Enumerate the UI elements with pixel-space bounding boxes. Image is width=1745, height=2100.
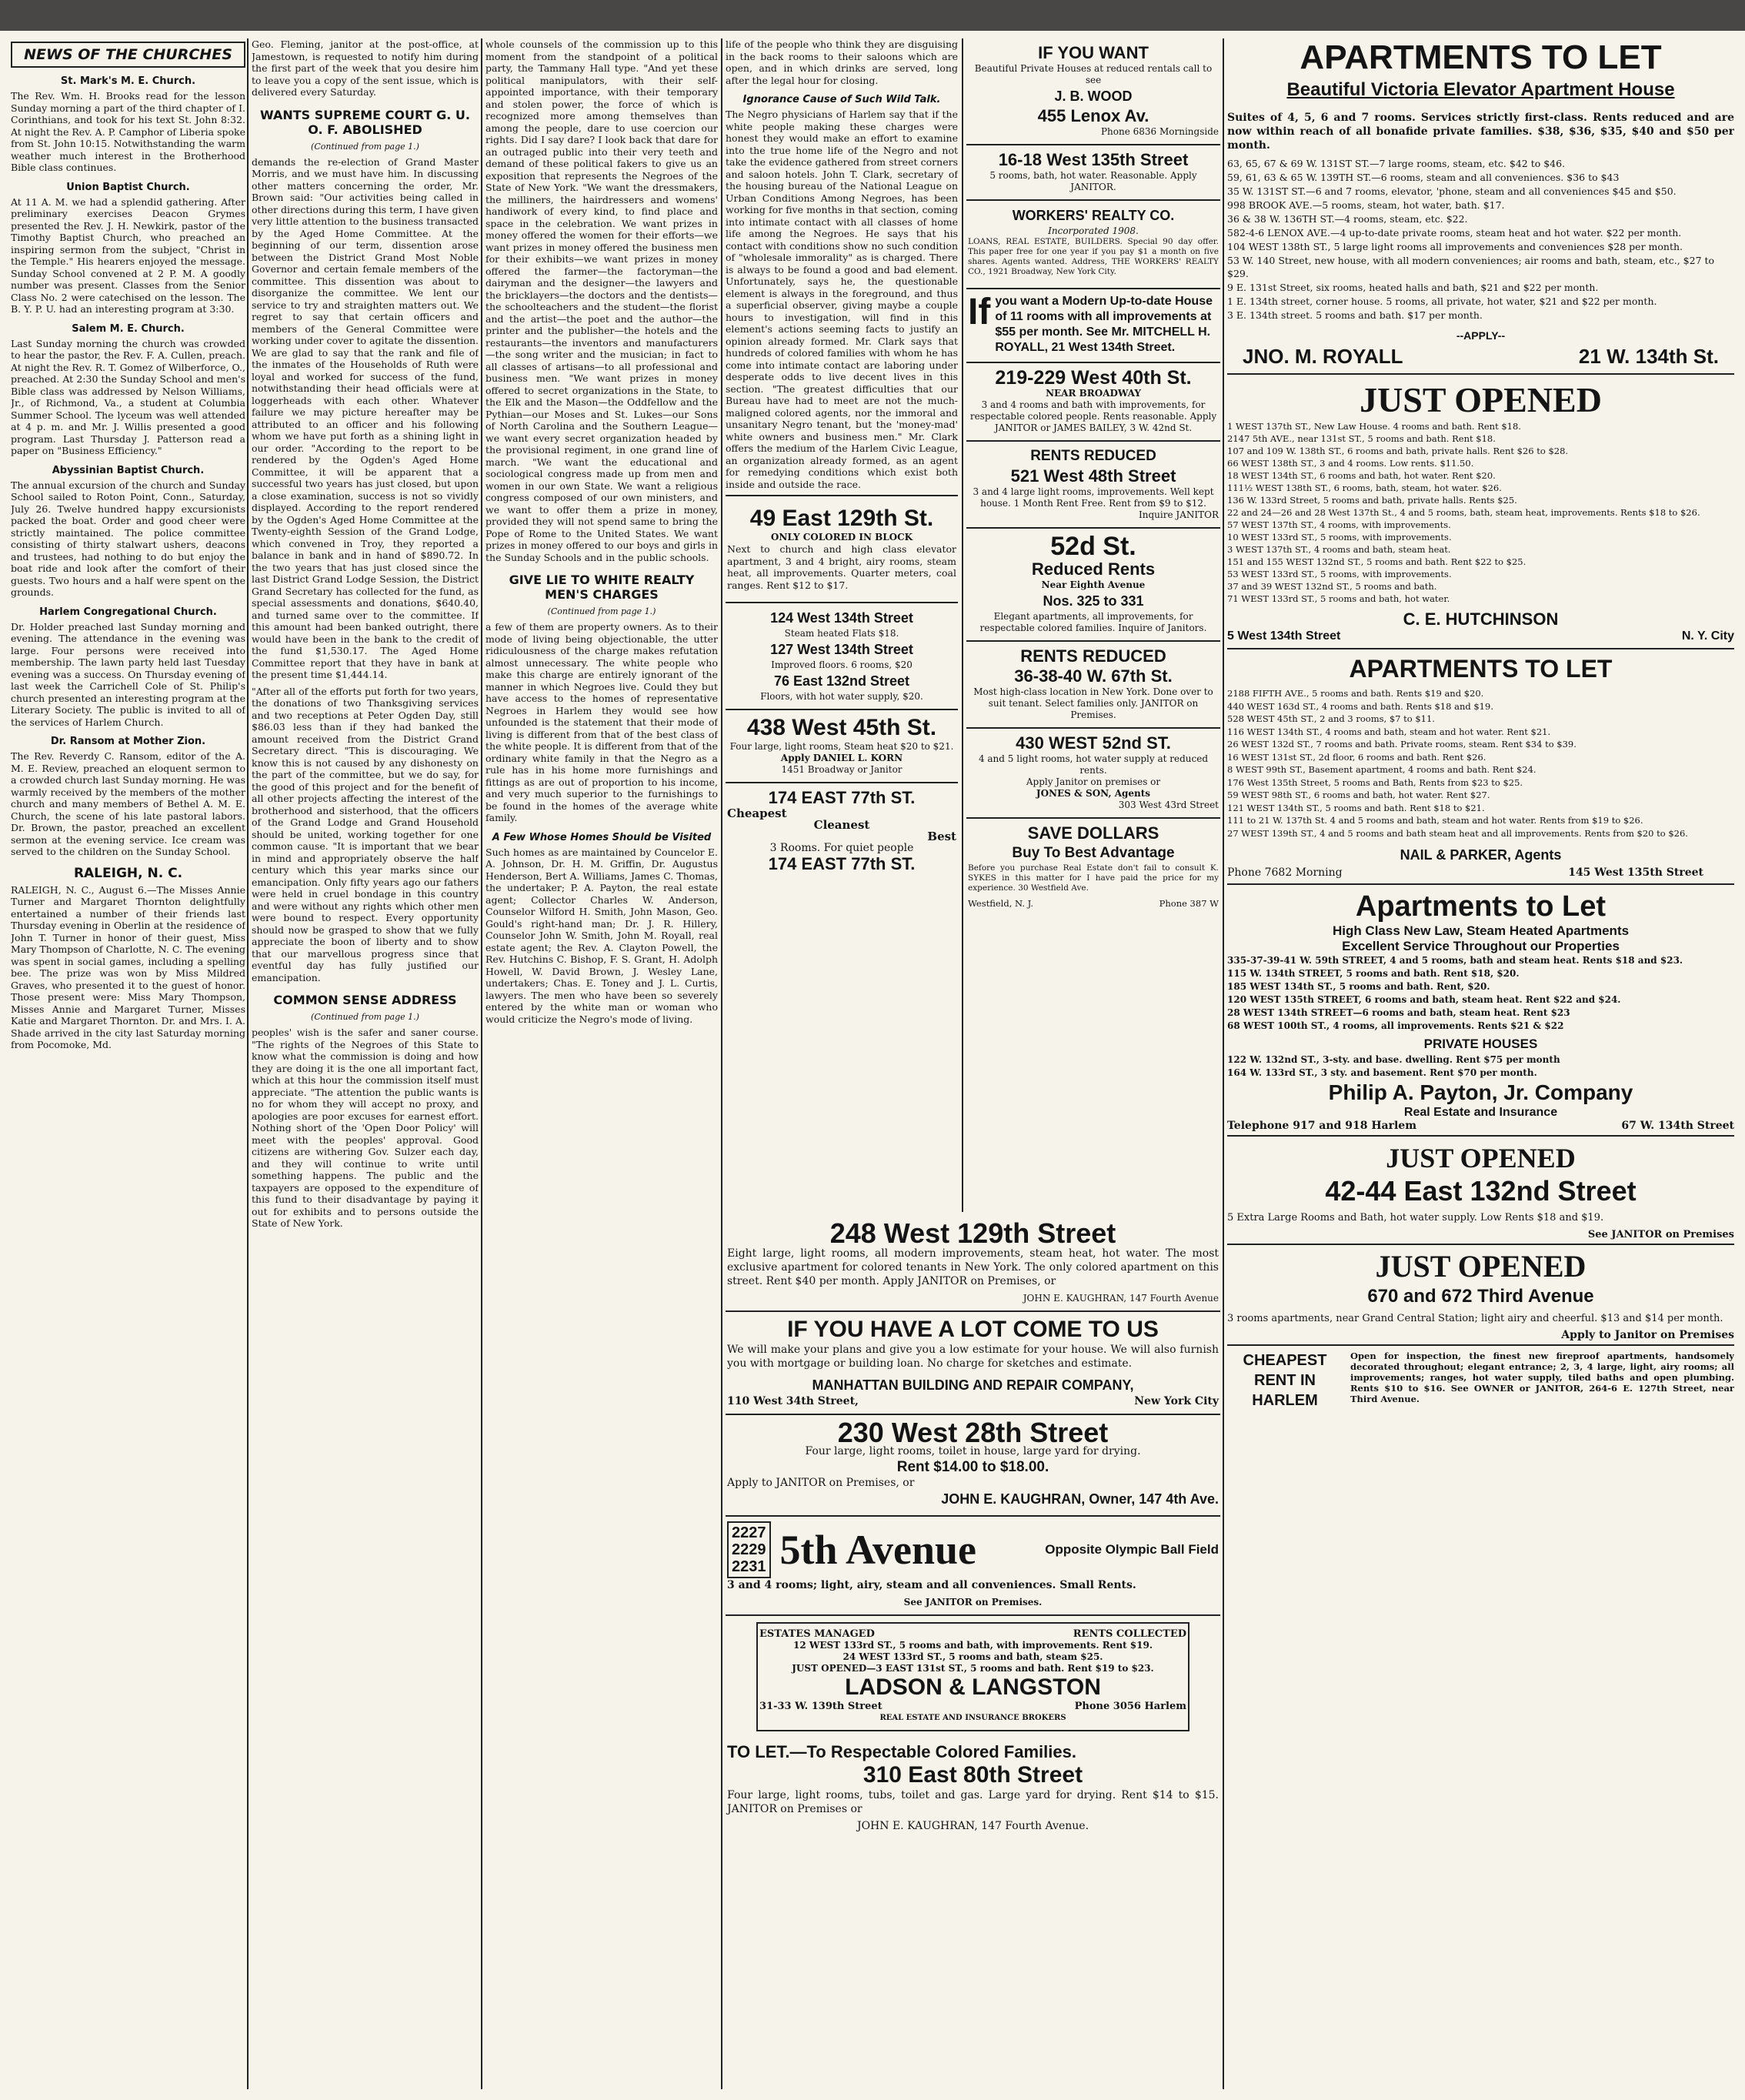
agent-address: 145 West 135th Street (1568, 866, 1703, 879)
listing-item: 27 WEST 139th ST., 4 and 5 rooms and bath steam heat and all improvements. Rents from $20 to $26. (1227, 827, 1688, 839)
listing-item: 111 to 21 W. 137th St. 4 and 5 rooms and bath, steam and hot water. Rents from $19 to $26. (1227, 815, 1643, 826)
ad-address: 36-38-40 W. 67th St. (1014, 666, 1173, 686)
ad-subtitle: Opposite Olympic Ball Field (1045, 1542, 1219, 1557)
ad-company: MANHATTAN BUILDING AND REPAIR COMPANY, (812, 1377, 1134, 1393)
ad-text: Nos. 325 to 331 (1043, 593, 1144, 609)
ad-text: Apply Janitor on premises or (1026, 776, 1161, 787)
ad-text: Four large, light rooms, Steam heat $20 to $21. (729, 741, 954, 752)
ad-title: SAVE DOLLARS (1027, 823, 1159, 843)
column-rule (481, 38, 482, 2089)
ad-text: Near Eighth Avenue (1041, 579, 1146, 590)
ad-numbers (727, 1521, 771, 1578)
ad-title: RENTS REDUCED (1020, 646, 1166, 666)
ad-text: 3 and 4 large light rooms, improvements. Well kept house. 1 Month Rent Free. Rent from $9 to $12. (973, 486, 1214, 509)
ad-title: IF YOU WANT (1038, 43, 1149, 62)
article-subhead: A Few Whose Homes Should be Visited (492, 831, 712, 843)
ad-listing: 12 WEST 133rd ST., 5 rooms and bath, with improvements. Rent $19. (792, 1640, 1153, 1651)
ad-label: ESTATES MANAGED (759, 1628, 875, 1640)
just-opened-contact: Apply to Janitor on Premises (1227, 1329, 1734, 1346)
ad-text: you want a Modern Up-to-date House of 11 rooms with all improvements at $55 per month. See Mr. MITCHELL H. ROYALL, 21 West 134th Street. (995, 295, 1213, 354)
divider (1227, 373, 1734, 375)
ad-438-west-45th (726, 710, 958, 783)
top-margin-strip (0, 0, 1745, 37)
article-body: The Negro physicians of Harlem say that if the white people making these charges were honest they would make an effort to examine into the true home life of the Negro and not take the evidence gathered from street corners and saloon hotels. John T. Clark, secretary of the housing bureau of the National League on Urban Conditions Among Negroes, has been working for five months in that section, coming into intimate contact with all classes of home life among the Negroes. He says that his contact with conditions show no such condition of "wholesale immorality" as is charged. There is always to be found a good and bad element. Unfortunately, says he, the questionable element is always in the foreground, and thus a superficial observer, giving maybe a couple hours to investigation, will find in this element's actions seeming facts to justify an opinion already formed. Mr. Clark says that hundreds of colored families with whom he has come into intimate contact are laboring under desperate odds to live decent lives in this section. "The greatest difficulties that our Bureau have had to meet are not the much-maligned colored agents, nor the immoral and unsanitary Negro tenant, but the 'money-mad' white owners and business men." Mr. Clark offers the medium of the Harlem Civic League, an organization already formed, as an agent for remedying conditions which exist both inside and outside the race. (726, 109, 958, 490)
ad-save-dollars (966, 819, 1220, 915)
listing-item: 53 WEST 133rd ST., 5 rooms, with improvements. (1227, 569, 1452, 579)
listing-item: 59, 61, 63 & 65 W. 139TH ST.—6 rooms, steam and all conveniences. $36 to $43 (1227, 172, 1620, 183)
ad-contact: See JANITOR on Premises. (903, 1597, 1043, 1608)
listing-item: 66 WEST 138th ST., 3 and 4 rooms. Low rents. $11.50. (1227, 458, 1474, 469)
church-text: At 11 A. M. we had a splendid gathering. After preliminary exercises Deacon Grymes presented the Rev. J. H. Newkirk, pastor of the Timothy Baptist Church, who preached an inspiring sermon from the subject, "Christ in the Temple." His hearers enjoyed the message. Sunday School convened at 2 P. M. A goodly number was present. Classes from the Senior Class No. 2 were catechised on the lesson. The B. Y. P. U. had an interesting program at 3:30. (11, 195, 245, 315)
cheapest-text: Open for inspection, the finest new fireproof apartments, handsomely decorated throughout; elegant entrance; 2, 3, 4 large, light, airy rooms; all improvements; ranges, hot water supply, tiled baths and open plumbing. Rents $10 to $16. See OWNER or JANITOR, 264-6 E. 127th Street, near Third Avenue. (1350, 1350, 1734, 1404)
ad-text: We will make your plans and give you a low estimate for your house. We will also furnish you with mortgage or building loan. No charge for sketches and estimate. (727, 1344, 1219, 1370)
ad-text: LOANS, REAL ESTATE, BUILDERS. Special 90 day offer. This paper free for one year if you pay $1 a month on five shares. Agents wanted. Address, THE WORKERS' REALTY CO., 1921 Broadway, New York City. (968, 237, 1219, 276)
column-rule (962, 38, 963, 1212)
article-body: a few of them are property owners. As to their mode of living being objectionable, the utter ridiculousness of the charge makes refutation almost unnecessary. The white people who make this charge are entirely ignorant of the manner in which Negroes live. Could they but have access to the homes of representative Negroes in Harlem they would see how unfounded is the statement that their mode of living is different from that of the best class of the white people. It is different from that of the ordinary white family in that the Negro as a rule has in his home more furnishings and fittings as are out of proportion to his income, and very much superior to the furnishings to be found in the homes of the average white family. (485, 621, 718, 823)
ad-title: 219-229 West 40th St. (995, 367, 1192, 389)
column-rental-ads (966, 38, 1220, 1212)
ad-521-west-48th (966, 442, 1220, 529)
ad-text: Elegant apartments, all improvements, for respectable colored families. Inquire of Janitors. (979, 611, 1207, 633)
apartments-title: APARTMENTS TO LET (1349, 655, 1613, 683)
ad-title: 174 EAST 77th ST. (768, 854, 916, 873)
church-heading: Union Baptist Church. (66, 181, 190, 193)
listing-item: 16 WEST 131st ST., 2d floor, 6 rooms and bath. Rent $26. (1227, 751, 1486, 763)
ad-134th-street (726, 603, 958, 710)
listing-list (1227, 157, 1734, 322)
ad-174-east-77th (726, 783, 958, 880)
ad-ladson-langston (756, 1622, 1189, 1731)
ad-footer (727, 1395, 1219, 1407)
church-heading: Salem M. E. Church. (72, 322, 185, 335)
ad-text: 3 Rooms. For quiet people (769, 842, 914, 854)
ad-text: Improved floors. 6 rooms, $20 (771, 659, 913, 670)
ad-address: 455 Lenox Av. (1037, 106, 1149, 125)
just-opened-title: JUST OPENED (1386, 1143, 1576, 1174)
agent-phone: Phone 7682 Morning (1227, 866, 1343, 879)
ad-label: RENTS COLLECTED (1073, 1628, 1186, 1640)
church-heading: St. Mark's M. E. Church. (60, 75, 196, 87)
ad-listing: 24 WEST 133rd ST., 5 rooms and bath, steam $25. (842, 1651, 1103, 1662)
ad-title: 76 East 132nd Street (773, 673, 910, 689)
ad-title: 430 WEST 52nd ST. (1016, 733, 1171, 753)
agent-name: C. E. HUTCHINSON (1403, 609, 1559, 629)
payton-tagline: Real Estate and Insurance (1403, 1106, 1558, 1119)
listing-item: 26 WEST 132d ST., 7 rooms and bath. Private rooms, steam. Rent $34 to $39. (1227, 739, 1577, 750)
listing-item: 68 WEST 100th ST., 4 rooms, all improvements. Rents $21 & $22 (1227, 1020, 1564, 1031)
cheapest-rent-ad (1227, 1350, 1734, 1411)
ad-subtitle: Incorporated 1908. (1048, 225, 1139, 236)
apartments-subtitle: Beautiful Victoria Elevator Apartment House (1286, 79, 1675, 100)
ad-text: Steam heated Flats $18. (784, 628, 899, 639)
listing-item: 440 WEST 163d ST., 4 rooms and bath. Rents $18 and $19. (1227, 700, 1493, 712)
ad-title: 248 West 129th Street (829, 1217, 1116, 1249)
church-item (11, 182, 245, 316)
apartments-intro: Suites of 4, 5, 6 and 7 rooms. Services strictly first-class. Rents reduced and are now within reach of all bonafide private families. $38, $36, $35, $40 and $50 per month. (1227, 112, 1734, 152)
church-item (11, 75, 245, 174)
ad-number: 2229 (732, 1541, 766, 1558)
listing-item: 22 and 24—26 and 28 West 137th St., 4 and 5 rooms, bath, steam heat, improvements. Rents $18 to $26. (1227, 507, 1700, 518)
listing-item: 111½ WEST 138th ST., 6 rooms, bath, steam, hot water. $26. (1227, 482, 1502, 493)
listing-item: 57 WEST 137th ST., 4 rooms, with improvements. (1227, 519, 1451, 530)
continued-note: (Continued from page 1.) (311, 141, 419, 152)
ad-city: New York City (1134, 1395, 1219, 1407)
listing-item: 8 WEST 99th ST., Basement apartment, 4 rooms and bath. Rent $24. (1227, 764, 1536, 775)
agent-city: N. Y. City (1681, 629, 1734, 643)
payton-address: 67 W. 134th Street (1621, 1120, 1734, 1132)
apartments-title: Apartments to Let (1355, 890, 1607, 923)
church-text: The Rev. Wm. H. Brooks read for the lesson Sunday morning a part of the third chapter of I. Corinthians, and took for his text St. John 8:32. At night the Rev. A. P. Camphor of Liberia spoke from St. John 10:15. Notwithstanding the warm weather much interest in the Brotherhood Bible class continues. (11, 90, 245, 173)
column-rule (721, 38, 722, 2089)
ad-text: Beautiful Private Houses at reduced rentals call to see (974, 63, 1213, 85)
ad-subtitle: Buy To Best Advantage (1012, 845, 1175, 861)
listing-item: 164 W. 133rd ST., 3 sty. and basement. Rent $70 per month. (1227, 1067, 1537, 1078)
listing-item: 18 WEST 134th ST., 6 rooms and bath, hot water. Rent $20. (1227, 470, 1496, 481)
column-harlem-article (726, 38, 958, 1212)
listing-item: 120 WEST 135th STREET, 6 rooms and bath, steam heat. Rent $22 and $24. (1227, 994, 1621, 1005)
listing-list (1227, 688, 1734, 840)
ad-219-229-west-40th (966, 363, 1220, 442)
listing-list (1227, 1053, 1734, 1079)
cheapest-line: HARLEM (1252, 1392, 1318, 1409)
just-opened-title: JUST OPENED (1375, 1248, 1587, 1284)
notice-text: Geo. Fleming, janitor at the post-office, at Jamestown, is requested to notify him during the first part of the week that you desire him to leave you a copy of the sent issue, which is delivered every Saturday. (252, 38, 479, 98)
ad-text: Four large, light rooms, tubs, toilet and gas. Large yard for drying. Rent $14 to $15. JANITOR on Premises or (727, 1789, 1219, 1815)
ad-subtitle: NEAR BROADWAY (1046, 388, 1141, 399)
ad-listing: JUST OPENED—3 EAST 131st ST., 5 rooms and bath. Rent $19 to $23. (792, 1663, 1154, 1674)
listing-item: 115 W. 134th STREET, 5 rooms and bath. Rent $18, $20. (1227, 968, 1520, 979)
listing-item: 104 WEST 138th ST., 5 large light rooms all improvements and conveniences $28 per month. (1227, 241, 1683, 252)
listing-item: 35 W. 131ST ST.—6 and 7 rooms, elevator, 'phone, steam and all conveniences $45 and $50. (1227, 185, 1677, 197)
ad-text: Cheapest (727, 806, 787, 820)
ad-text: 3 and 4 rooms; light, airy, steam and all conveniences. Small Rents. (727, 1579, 1136, 1591)
church-item (11, 323, 245, 457)
listing-list (1227, 421, 1734, 605)
ad-number: 2231 (732, 1558, 766, 1575)
listing-item: 528 WEST 45th ST., 2 and 3 rooms, $7 to $11. (1227, 713, 1435, 724)
ad-price: Rent $14.00 to $18.00. (896, 1459, 1049, 1475)
continued-note: (Continued from page 1.) (311, 1012, 419, 1022)
ad-title: 438 West 45th St. (746, 715, 937, 740)
agent-address-row (1227, 629, 1734, 643)
listing-list (1227, 954, 1734, 1032)
ad-text: Best (927, 830, 956, 843)
listing-item: 176 West 135th Street, 5 rooms and Bath, Rents from $23 to $25. (1227, 776, 1523, 788)
ad-title: TO LET.—To Respectable Colored Families. (727, 1742, 1076, 1761)
listing-item: 2188 FIFTH AVE., 5 rooms and bath. Rents $19 and $20. (1227, 688, 1484, 699)
article-subhead: Ignorance Cause of Such Wild Talk. (742, 94, 941, 105)
listing-item: 122 W. 132nd ST., 3-sty. and base. dwelling. Rent $75 per month (1227, 1054, 1560, 1065)
wide-ads-block (726, 1216, 1220, 1838)
ad-workers-realty (966, 201, 1220, 289)
listing-item: 116 WEST 134th ST., 4 rooms and bath, steam and hot water. Rent $21. (1227, 726, 1551, 737)
column-apartments (1227, 38, 1734, 2089)
column-rule (1223, 38, 1224, 2089)
ad-tagline: REAL ESTATE AND INSURANCE BROKERS (879, 1714, 1066, 1722)
ad-text: Cleanest (813, 818, 870, 832)
ad-jb-wood (966, 38, 1220, 145)
listing-item: 28 WEST 134th STREET—6 rooms and bath, steam heat. Rent $23 (1227, 1007, 1570, 1018)
ad-310-east-80th (726, 1738, 1220, 1838)
ad-36-38-40-west-67th (966, 642, 1220, 729)
agent-address: 21 W. 134th St. (1578, 345, 1719, 368)
ad-address: 310 East 80th Street (862, 1762, 1083, 1788)
ad-contact: JOHN E. KAUGHRAN, 147 Fourth Avenue (1023, 1293, 1219, 1304)
ad-footer (968, 898, 1219, 909)
church-item (11, 866, 245, 1051)
ad-title: RENTS REDUCED (1030, 448, 1156, 464)
church-text: The Rev. Reverdy C. Ransom, editor of the A. M. E. Review, preached an eloquent sermon to a crowded church last Sunday morning. He was warmly received by the members of the mother church and many members of Bethel A. M. E. Church, the scene of his late pastoral labors. Dr. Brown, the pastor, preached an excellent sermon at the evening service. Ice cream was served to the children on the Sunday School. (11, 750, 245, 857)
listing-item: 10 WEST 133rd ST., 5 rooms, with improvements. (1227, 532, 1452, 543)
ad-text: Next to church and high class elevator apartment, 3 and 4 bright, airy rooms, steam heat, all improvements. Quarter meters, coal ranges. Rent $12 to $17. (727, 543, 956, 591)
listing-item: 998 BROOK AVE.—5 rooms, steam, hot water, bath. $17. (1227, 199, 1505, 211)
agent-name: JNO. M. ROYALL (1243, 345, 1403, 368)
agent-address: 5 West 134th Street (1227, 629, 1341, 643)
agent-royall (1227, 345, 1734, 369)
ad-248-west-129th (726, 1216, 1220, 1312)
ad-initial: If (968, 292, 991, 332)
listing-item: 151 and 155 WEST 132nd ST., 5 rooms and bath. Rent $22 to $25. (1227, 556, 1526, 567)
ad-footer (759, 1701, 1186, 1712)
article-headline: COMMON SENSE ADDRESS (273, 993, 457, 1007)
ad-text: Floors, with hot water supply, $20. (760, 691, 923, 702)
just-opened-text: 5 Extra Large Rooms and Bath, hot water supply. Low Rents $18 and $19. (1227, 1212, 1604, 1224)
ad-subtitle: Reduced Rents (1031, 559, 1156, 579)
ad-fifth-avenue (726, 1517, 1220, 1616)
ad-header (759, 1628, 1186, 1640)
ad-address: 1451 Broadway or Janitor (781, 764, 903, 775)
newspaper-page (11, 38, 1734, 2089)
listing-item: 185 WEST 134th ST., 5 rooms and bath. Rent, $20. (1227, 981, 1490, 992)
ad-subtitle: ONLY COLORED IN BLOCK (770, 532, 913, 543)
payton-phone: Telephone 917 and 918 Harlem (1227, 1120, 1417, 1132)
listing-item: 59 WEST 98th ST., 6 rooms and bath, hot water. Rent $27. (1227, 790, 1490, 800)
listing-item: 582-4-6 LENOX AVE.—4 up-to-date private rooms, steam heat and hot water. $22 per month. (1227, 227, 1682, 239)
ad-contact: Inquire JANITOR (1139, 509, 1219, 520)
ad-title: 127 West 134th Street (770, 642, 913, 657)
church-item (11, 465, 245, 599)
article-headline: GIVE LIE TO WHITE REALTY MEN'S CHARGES (509, 573, 695, 602)
listing-item: 9 E. 131st Street, six rooms, heated halls and bath, $21 and $22 per month. (1227, 282, 1599, 293)
divider (1227, 883, 1734, 885)
listing-item: 71 WEST 133rd ST., 5 rooms and bath, hot water. (1227, 593, 1450, 604)
listing-item: 3 WEST 137th ST., 4 rooms and bath, steam heat. (1227, 544, 1451, 555)
ad-text: Eight large, light rooms, all modern improvements, steam heat, hot water. The most exclusive apartment for colored tenants in New York. The only colored apartment on this street. Rent $40 per month. Apply JANITOR on Premises, or (727, 1247, 1219, 1287)
article-body: life of the people who think they are disguising in the back rooms to their saloons which are open, and in which drinks are served, long after the legal hour for closing. (726, 38, 958, 86)
ad-address: 110 West 34th Street, (727, 1395, 859, 1407)
listing-item: 1 E. 134th street, corner house. 5 rooms, all private, hot water, $21 and $22 per month. (1227, 295, 1657, 307)
apartments-title: APARTMENTS TO LET (1300, 38, 1662, 76)
ad-manhattan-building (726, 1312, 1220, 1415)
article-body: demands the re-election of Grand Master Morris, and we must have him. In discussing other matters concerning the order, Mr. Brown said: "Our activities being called in other directions during this term, I have given very little attention to the business transacted by the Aged Home Committee. At the beginning of our term, dissention arose between the District Grand Most Noble Governor and certain female members of the committee. This dissention was about to disorganize the committee. We lent our service to try and straighten matters out. We regret to say that certain officers and members of the General Committee were working under cover to agitate the dissention. We are glad to say that the rank and file of the inmates of the Households of Ruth were loyal and worked for success of the fund, notwithstanding their head officials were at loggerheads with each other. Whatever failure we may picture hereafter may be attributed to an officer and his following whom we have put forth as a shining light in our order. "According to the report to be rendered by the Ogden's Aged Home Committee, it will be apparent that a successful two years has just closed, but upon a close examination, success is not so vividly displayed. According to the report rendered by the Ogden's Aged Home Committee at the Twenty-eighth Session of the Grand Lodge, which convened in Troy, they reported a balance in bank and in hand of $890.72. In the two years that has just closed since the last District Grand Lodge Session, the District Grand Secretary has collected for the fund, as special assessments and donations, $640.40, and turned same over to the committee. If this amount had been banked outright, there would have been in the bank to the credit of the fund $1,530.17. The Aged Home Committee report that they have in bank at the present time $1,444.14. (252, 155, 479, 680)
ad-430-west-52nd (966, 729, 1220, 819)
just-opened-address: 42-44 East 132nd Street (1325, 1175, 1637, 1207)
ad-text: 4 and 5 light rooms, hot water supply at reduced rents. (978, 753, 1209, 776)
ad-contact: J. B. WOOD (1054, 88, 1133, 104)
church-text: Last Sunday morning the church was crowded to hear the pastor, the Rev. F. A. Cullen, preach. At night the Rev. R. T. Gomez of Wilberforce, O., preached. At 2:30 the Sunday School and men's Bible class was addressed by Nelson Williams, Jr., of Richmond, Va., a student at Columbia Summer School. The lyceum was well attended at 4 p. m. and Mr. J. Willis presented a good program. Last Thursday J. Patterson read a paper on "Business Efficiency." (11, 337, 245, 456)
divider (1227, 648, 1734, 649)
church-heading: Abyssinian Baptist Church. (52, 464, 205, 476)
ad-title: 52d St. (1050, 532, 1136, 561)
just-opened-address: 670 and 672 Third Avenue (1367, 1285, 1594, 1307)
just-opened-text: 3 rooms apartments, near Grand Central Station; light airy and cheerful. $13 and $14 per month. (1227, 1312, 1723, 1324)
apartments-subtitle: High Class New Law, Steam Heated Apartments (1332, 923, 1630, 938)
ad-address: 303 West 43rd Street (1118, 800, 1219, 810)
column-rule (247, 38, 249, 2089)
ad-phone: Phone 387 W (1159, 898, 1219, 909)
just-opened-contact: See JANITOR on Premises (1227, 1229, 1734, 1245)
ad-contact: JOHN E. KAUGHRAN, Owner, 147 4th Ave. (941, 1491, 1219, 1507)
payton-company: Philip A. Payton, Jr. Company (1328, 1080, 1633, 1104)
divider (726, 495, 958, 496)
ad-phone: Phone 3056 Harlem (1074, 1701, 1186, 1712)
ad-52d-street (966, 529, 1220, 642)
article-body: peoples' wish is the safer and saner course. "The rights of the Negroes of this State to know what the commission is doing and how they are doing it is the one all important fact, which at this hour the commission itself must appreciate. "The attention the public wants is no for whom they will accept no proxy, and apologies are poor excuses for earnest effort. Nothing short of the 'Open Door Policy' will meet with the peoples' approval. Good citizens are withering Gov. Sulzer each day, and they will continue to write until something happens. The public and the taxpayers are opposed to the expenditure of this fund to their disadvantage by paying it out for exhibits and to persons outside the State of New York. (252, 1027, 479, 1229)
column-church-news (11, 38, 245, 2089)
ad-text: Apply to JANITOR on Premises, or (727, 1477, 915, 1489)
ad-text: Four large, light rooms, toilet in house, large yard for drying. (805, 1445, 1141, 1457)
ad-text: Most high-class location in New York. Done over to suit tenant. Select families only. JANITOR on Premises. (973, 686, 1213, 720)
church-text: Dr. Holder preached last Sunday morning and evening. The attendance in the evening was large. Four persons were received into membership. The lawn party held last Tuesday evening was a success. On Thursday evening of last week the Carrichell Cole of St. Philip's church presented an interesting program at the Literary Society. The public is invited to all of the services of Harlem Church. (11, 620, 245, 728)
ad-title: 124 West 134th Street (770, 610, 913, 626)
ad-logo (727, 1521, 1219, 1578)
church-item (11, 606, 245, 729)
cheapest-line: RENT IN (1254, 1372, 1316, 1389)
listing-item: 3 E. 134th street. 5 rooms and bath. $17 per month. (1227, 309, 1483, 321)
private-houses-title: PRIVATE HOUSES (1423, 1037, 1538, 1051)
ad-title: 49 East 129th St. (749, 506, 934, 531)
column-address-article (485, 38, 718, 2089)
listing-item: 2147 5th AVE., near 131st ST., 5 rooms and bath. Rent $18. (1227, 433, 1496, 444)
cheapest-line: CHEAPEST (1243, 1352, 1327, 1369)
ad-mitchell-royall (966, 289, 1220, 363)
ad-49-east-129th (726, 501, 958, 603)
ad-contact: JOHN E. KAUGHRAN, 147 Fourth Avenue. (856, 1820, 1089, 1832)
church-heading: Harlem Congregational Church. (39, 606, 217, 618)
ad-phone: Phone 6836 Morningside (1100, 126, 1219, 137)
church-item (11, 736, 245, 858)
section-banner: NEWS OF THE CHURCHES (11, 42, 245, 68)
cheapest-heading (1227, 1350, 1343, 1411)
listing-item: 1 WEST 137th ST., New Law House. 4 rooms and bath. Rent $18. (1227, 421, 1521, 432)
ad-company: LADSON & LANGSTON (845, 1674, 1101, 1700)
listing-item: 53 W. 140 Street, new house, with all modern conveniences; air rooms and bath, steam, etc., $27 to $29. (1227, 255, 1715, 279)
listing-item: 36 & 38 W. 136TH ST.—4 rooms, steam, etc. $22. (1227, 213, 1468, 225)
ad-address: 31-33 W. 139th Street (759, 1701, 883, 1712)
listing-item: 136 W. 133rd Street, 5 rooms and bath, private halls. Rents $25. (1227, 495, 1517, 506)
ad-contact: JONES & SON, Agents (1036, 788, 1151, 799)
ad-text: 3 and 4 rooms and bath with improvements, for respectable colored people. Rents reasonable. Apply JANITOR or JAMES BAILEY, 3 W. 42nd St. (969, 399, 1217, 433)
listing-item: 63, 65, 67 & 69 W. 131ST ST.—7 large rooms, steam, etc. $42 to $46. (1227, 158, 1566, 169)
ad-title: WORKERS' REALTY CO. (1012, 208, 1175, 223)
ad-contact: Apply DANIEL L. KORN (780, 753, 903, 763)
agent-name: NAIL & PARKER, Agents (1400, 847, 1562, 863)
ad-title: 16-18 West 135th Street (998, 150, 1189, 169)
listing-item: 335-37-39-41 W. 59th STREET, 4 and 5 rooms, bath and steam heat. Rents $18 and $23. (1227, 955, 1683, 966)
continued-note: (Continued from page 1.) (547, 606, 656, 616)
article-body: whole counsels of the commission up to this moment from the standpoint of a political party, the Tammany Hall type. "And yet these political manipulators, with their self-appointed importance, with their temporary and stolen power, the force of which is recognized more among themselves than among the people, dare to use coercion our rights. Did I say dare? I look back that dare for an outraged public into their very teeth and demand of these political fakers to give us an exposition that represents the Negroes of the State of New York. "We want the dressmakers, the milliners, the hairdressers and womens' handiwork of every kind, to find place and space in the celebration. We want prizes in money offered the women for their efforts—we want prizes in money offered the business men for their exhibits—we want prizes in money offered the farmer—the factoryman—the dairyman and the designer—the lawyers and the bricklayers—the doctors and the dentists—the schoolteachers and the student—the florist and the artist—the poet and the author—the printer and the publisher—the hotels and the restaurants—the inventors and manufacturers—the song writer and the musician; in fact to all classes of artisans—to all professional and business men. "We want prizes in money offered to secret organizations in the State, to the Elk and the Mason—the Oddfellow and the Pythian—our Moses and St. Lukes—our Sons of North Carolina and the Southern League—we want every secret organization headed by the provisional regiment, in one grand line of march. "We want the educational and sociological congress made up from men and women in our own State. We want a religious congress composed of our own ministers, and we want to offer them a prize in money, provided they will not spend same to bring the Pope of Rome to the United States. We want prizes in money offered to our boys and girls in the Sunday Schools and in the public schools. (485, 38, 718, 563)
column-gof-article (252, 38, 479, 2089)
ad-text: Before you purchase Real Estate don't fail to consult K. SYKES in this matter for I have paid the price for my experience. 30 Westfield Ave. (968, 863, 1219, 893)
church-heading: Dr. Ransom at Mother Zion. (50, 736, 206, 747)
apply-label: --APPLY-- (1456, 329, 1506, 342)
ad-title: 230 West 28th Street (837, 1417, 1109, 1448)
just-opened-title: JUST OPENED (1360, 380, 1602, 419)
ad-number: 2227 (732, 1524, 766, 1541)
ad-title: 174 EAST 77th ST. (768, 788, 916, 807)
ad-address: Westfield, N. J. (968, 898, 1034, 909)
apartments-subtitle: Excellent Service Throughout our Properties (1342, 939, 1620, 953)
ad-title: 5th Avenue (779, 1527, 977, 1573)
listing-item: 107 and 109 W. 138th ST., 6 rooms and bath, private halls. Rent $26 to $28. (1227, 446, 1569, 456)
agent-address-row (1227, 866, 1734, 879)
listing-item: 37 and 39 WEST 132nd ST., 5 rooms and bath. (1227, 581, 1437, 592)
ad-text: 5 rooms, bath, hot water. Reasonable. Apply JANITOR. (989, 170, 1197, 192)
listing-item: 121 WEST 134th ST., 5 rooms and bath. Rent $18 to $21. (1227, 802, 1485, 813)
article-body: Such homes as are maintained by Councelor E. A. Johnson, Dr. H. M. Griffin, Dr. Augustus Henderson, Bert A. Williams, James C. Thomas, the undertaker; P. A. Payton, the real estate agent; Collector Charles W. Anderson, Counselor Wilford H. Smith, John Mason, Geo. Gould's right-hand man; Dr. J. R. Hillery, Counselor John W. Smith, John M. Royall, real estate agent; the Rev. A. Clayton Powell, the Rev. Hutchins C. Bishop, F. S. Grant, H. Adolph Howell, W. David Brown, J. Wesley Lane, undertakers; Chas. E. Toney and J. L. Curtis, lawyers. The men who have been so severely entered by the white man or woman who would criticize the Negro's mode of living. (485, 846, 718, 1025)
article-body: "After all of the efforts put forth for two years, the donations of two Thanksgiving services and two receptions at Peter Ogden Day, still $86.03 less than if they had banked the amount received from the District Grand Secretary direct. "This is discouraging. We know this is not caused by any dishonesty on the part of the committee, but we do say, for the good of this project and for the benefit of all other projects affecting the interest of the brotherhood and sisterhood, that the officers of the Grand Lodge and Grand Household should be united, working together for one common cause. "It is important that we bear in mind and appropriately observe the half century which this year marks since our emancipation. Only fifty years ago our fathers were held in cruel bondage in this country and were without any rights which other men were bound to respect. Every opportunity should now be grasped to show that we fully appreciate the boon of liberty and to show that our marvellous progress since that eventful day has fully justified our emancipation. (252, 685, 479, 983)
ad-title: IF YOU HAVE A LOT COME TO US (787, 1317, 1159, 1342)
payton-contact (1227, 1120, 1734, 1137)
church-heading: RALEIGH, N. C. (73, 865, 183, 881)
church-text: RALEIGH, N. C., August 6.—The Misses Annie Turner and Margaret Thornton delightfully entertained a number of their friends last Thursday evening in Oberlin at the residence of John T. Turner in honor of their guest, Miss Mary Thompson of Charlotte, N. C. The evening was spent in social games, including a spelling bee. The prize was won by Miss Mildred Graves, who presented it to the guest of honor. Those present were: Miss Mary Thompson, Misses Annie and Margaret Turner, Misses Katie and Margaret Thornton. Dr. and Mrs. I. A. Shade arrived in the city last Saturday morning from Pocomoke, Md. (11, 883, 245, 1050)
ad-16-18-west-135th (966, 145, 1220, 201)
ad-230-west-28th (726, 1415, 1220, 1517)
ad-address: 521 West 48th Street (1010, 466, 1176, 486)
article-headline: WANTS SUPREME COURT G. U. O. F. ABOLISHED (260, 107, 470, 137)
church-text: The annual excursion of the church and Sunday School sailed to Roton Point, Conn., Saturday, July 26. Twelve hundred happy excursionists packed the boat. Order and good cheer were strictly maintained. The police committee consisting of thirty stalwart ushers, deacons and trustees, had nothing to do but enjoy the boat ride and look after the comfort of their guests. Two hours and a half were spent on the grounds. (11, 479, 245, 598)
